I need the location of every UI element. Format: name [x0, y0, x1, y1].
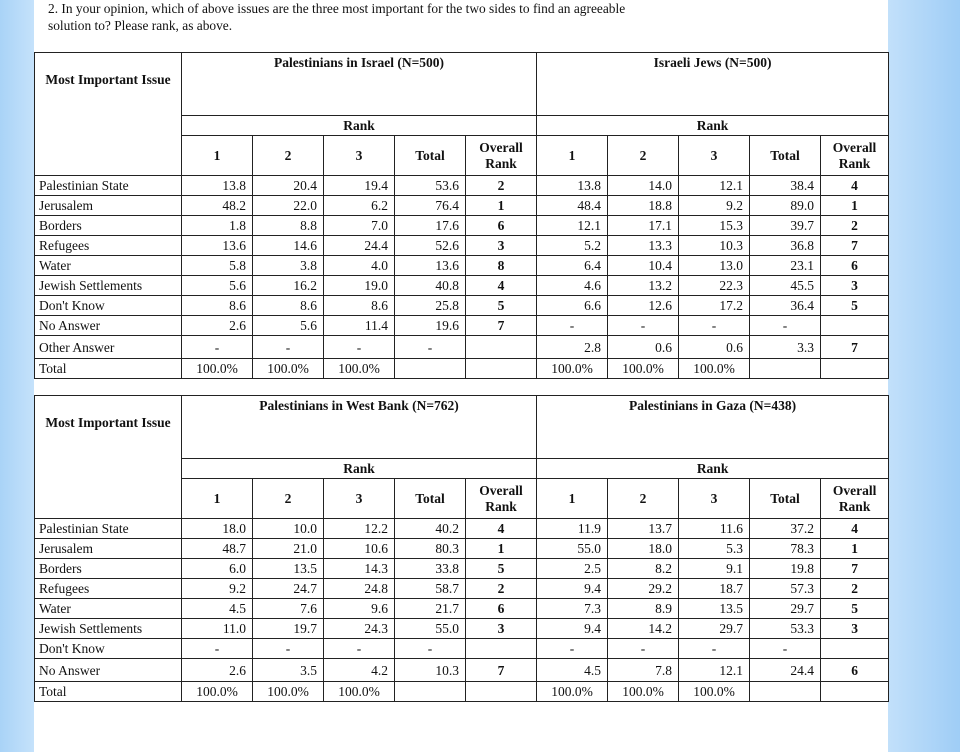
left-rank-2-cell: 100.0% [253, 682, 324, 702]
group-header-left: Palestinians in Israel (N=500) [182, 53, 537, 116]
left-rank-2-cell: 3.5 [253, 659, 324, 682]
right-total-cell: 29.7 [750, 599, 821, 619]
right-total-cell: 78.3 [750, 539, 821, 559]
right-rank-1-cell: 2.5 [537, 559, 608, 579]
left-total-cell: 40.8 [395, 276, 466, 296]
right-overall-rank-cell: 5 [821, 296, 889, 316]
left-rank-1-cell: 1.8 [182, 216, 253, 236]
left-rank-2-cell: 24.7 [253, 579, 324, 599]
right-rank-2-cell: 13.3 [608, 236, 679, 256]
left-rank-3-cell: 24.8 [324, 579, 395, 599]
rank-header-right: Rank [537, 459, 889, 479]
right-rank-3-cell: 29.7 [679, 619, 750, 639]
right-rank-3-cell: 15.3 [679, 216, 750, 236]
left-rank-2-cell: - [253, 639, 324, 659]
table-row [35, 236, 889, 256]
right-total-cell: 53.3 [750, 619, 821, 639]
left-rank-2-cell: 5.6 [253, 316, 324, 336]
left-rank-1-cell: 9.2 [182, 579, 253, 599]
right-overall-rank-cell [821, 682, 889, 702]
table-row [35, 359, 889, 379]
left-overall-rank-cell: 7 [466, 659, 537, 682]
right-overall-rank-cell [821, 359, 889, 379]
table-row [35, 176, 889, 196]
right-rank-2-cell: 13.2 [608, 276, 679, 296]
table-row [35, 682, 889, 702]
right-total-cell: 57.3 [750, 579, 821, 599]
table-row [35, 579, 889, 599]
left-overall-rank-cell: 8 [466, 256, 537, 276]
right-total-cell [750, 682, 821, 702]
left-rank-3-cell: 6.2 [324, 196, 395, 216]
right-rank-1-cell: 9.4 [537, 579, 608, 599]
right-rank-2-cell: 14.0 [608, 176, 679, 196]
col-header-total: Total [395, 136, 466, 176]
row-label: Jerusalem [35, 539, 182, 559]
left-total-cell: 13.6 [395, 256, 466, 276]
right-overall-rank-cell [821, 316, 889, 336]
col-header-rank-1: 1 [537, 479, 608, 519]
survey-table-israel [34, 52, 889, 379]
left-rank-1-cell: 48.7 [182, 539, 253, 559]
right-rank-3-cell: 0.6 [679, 336, 750, 359]
right-rank-1-cell: 13.8 [537, 176, 608, 196]
left-total-cell: 53.6 [395, 176, 466, 196]
table-row [35, 276, 889, 296]
right-rank-3-cell: 100.0% [679, 359, 750, 379]
col-header-rank-2: 2 [608, 136, 679, 176]
row-label: Borders [35, 559, 182, 579]
left-rank-1-cell: 18.0 [182, 519, 253, 539]
table-row [35, 639, 889, 659]
right-rank-2-cell: 13.7 [608, 519, 679, 539]
left-overall-rank-cell: 3 [466, 236, 537, 256]
right-total-cell: 24.4 [750, 659, 821, 682]
left-rank-3-cell: - [324, 336, 395, 359]
table-row [35, 296, 889, 316]
right-rank-2-cell: 29.2 [608, 579, 679, 599]
left-rank-1-cell: 11.0 [182, 619, 253, 639]
left-total-cell: 40.2 [395, 519, 466, 539]
table-row [35, 619, 889, 639]
left-rank-2-cell: - [253, 336, 324, 359]
left-rank-3-cell: 100.0% [324, 359, 395, 379]
left-rank-1-cell: 5.8 [182, 256, 253, 276]
right-rank-3-cell: 11.6 [679, 519, 750, 539]
right-rank-3-cell: - [679, 316, 750, 336]
right-rank-1-cell: 4.6 [537, 276, 608, 296]
left-rank-1-cell: 13.6 [182, 236, 253, 256]
right-rank-1-cell: 5.2 [537, 236, 608, 256]
left-rank-2-cell: 8.8 [253, 216, 324, 236]
group-header-left: Palestinians in West Bank (N=762) [182, 396, 537, 459]
right-total-cell: 45.5 [750, 276, 821, 296]
right-rank-3-cell: 17.2 [679, 296, 750, 316]
right-rank-1-cell: 9.4 [537, 619, 608, 639]
right-overall-rank-cell: 5 [821, 599, 889, 619]
group-header-right: Palestinians in Gaza (N=438) [537, 396, 889, 459]
right-rank-3-cell: 12.1 [679, 176, 750, 196]
col-header-rank-1: 1 [182, 479, 253, 519]
right-rank-3-cell: 22.3 [679, 276, 750, 296]
row-label: No Answer [35, 659, 182, 682]
left-rank-3-cell: 12.2 [324, 519, 395, 539]
right-rank-3-cell: 13.0 [679, 256, 750, 276]
right-overall-rank-cell: 2 [821, 579, 889, 599]
survey-table-territories [34, 395, 889, 702]
col-header-total: Total [750, 479, 821, 519]
right-rank-2-cell: 8.2 [608, 559, 679, 579]
col-header-total: Total [395, 479, 466, 519]
col-header-rank-1: 1 [537, 136, 608, 176]
table-row [35, 196, 889, 216]
left-rank-3-cell: 4.0 [324, 256, 395, 276]
table-row [35, 336, 889, 359]
left-total-cell: 25.8 [395, 296, 466, 316]
group-header-right: Israeli Jews (N=500) [537, 53, 889, 116]
right-rank-1-cell: 48.4 [537, 196, 608, 216]
left-overall-rank-cell [466, 359, 537, 379]
right-overall-rank-cell: 6 [821, 256, 889, 276]
left-rank-3-cell: 9.6 [324, 599, 395, 619]
left-total-cell: 33.8 [395, 559, 466, 579]
right-overall-rank-cell [821, 639, 889, 659]
left-total-cell: 76.4 [395, 196, 466, 216]
right-overall-rank-cell: 3 [821, 619, 889, 639]
most-important-issue-header: Most Important Issue [35, 53, 182, 176]
left-rank-2-cell: 8.6 [253, 296, 324, 316]
right-rank-2-cell: - [608, 639, 679, 659]
right-overall-rank-cell: 3 [821, 276, 889, 296]
right-rank-1-cell: 2.8 [537, 336, 608, 359]
row-label: Refugees [35, 236, 182, 256]
row-label: Refugees [35, 579, 182, 599]
row-label: Don't Know [35, 296, 182, 316]
col-header-overall-rank: Overall Rank [821, 479, 889, 519]
col-header-rank-3: 3 [324, 136, 395, 176]
right-total-cell: - [750, 316, 821, 336]
left-overall-rank-cell [466, 336, 537, 359]
right-rank-1-cell: 6.4 [537, 256, 608, 276]
left-rank-3-cell: - [324, 639, 395, 659]
table-row [35, 559, 889, 579]
left-rank-2-cell: 3.8 [253, 256, 324, 276]
right-rank-2-cell: 12.6 [608, 296, 679, 316]
right-total-cell: 89.0 [750, 196, 821, 216]
left-total-cell: 21.7 [395, 599, 466, 619]
left-rank-1-cell: 8.6 [182, 296, 253, 316]
right-rank-1-cell: 11.9 [537, 519, 608, 539]
left-overall-rank-cell: 3 [466, 619, 537, 639]
left-rank-2-cell: 21.0 [253, 539, 324, 559]
left-rank-2-cell: 14.6 [253, 236, 324, 256]
right-overall-rank-cell: 1 [821, 196, 889, 216]
right-rank-2-cell: 7.8 [608, 659, 679, 682]
left-total-cell: 55.0 [395, 619, 466, 639]
left-rank-3-cell: 100.0% [324, 682, 395, 702]
left-rank-3-cell: 24.3 [324, 619, 395, 639]
right-overall-rank-cell: 4 [821, 519, 889, 539]
right-rank-2-cell: 17.1 [608, 216, 679, 236]
col-header-overall-rank: Overall Rank [821, 136, 889, 176]
right-rank-2-cell: 100.0% [608, 359, 679, 379]
right-total-cell: 39.7 [750, 216, 821, 236]
right-rank-1-cell: 55.0 [537, 539, 608, 559]
left-rank-2-cell: 16.2 [253, 276, 324, 296]
right-rank-2-cell: 18.0 [608, 539, 679, 559]
left-overall-rank-cell: 6 [466, 216, 537, 236]
right-rank-1-cell: - [537, 316, 608, 336]
left-total-cell: 17.6 [395, 216, 466, 236]
right-overall-rank-cell: 1 [821, 539, 889, 559]
row-label: No Answer [35, 316, 182, 336]
left-total-cell: 10.3 [395, 659, 466, 682]
right-rank-1-cell: 6.6 [537, 296, 608, 316]
right-rank-1-cell: 7.3 [537, 599, 608, 619]
col-header-rank-1: 1 [182, 136, 253, 176]
left-rank-3-cell: 24.4 [324, 236, 395, 256]
row-label: Other Answer [35, 336, 182, 359]
left-total-cell: 52.6 [395, 236, 466, 256]
left-rank-1-cell: 5.6 [182, 276, 253, 296]
table-row [35, 599, 889, 619]
right-total-cell: 37.2 [750, 519, 821, 539]
left-overall-rank-cell: 2 [466, 579, 537, 599]
right-rank-3-cell: 18.7 [679, 579, 750, 599]
right-overall-rank-cell: 7 [821, 236, 889, 256]
row-label: Total [35, 359, 182, 379]
right-rank-2-cell: 18.8 [608, 196, 679, 216]
table-row [35, 216, 889, 236]
col-header-rank-2: 2 [253, 479, 324, 519]
left-overall-rank-cell: 5 [466, 559, 537, 579]
right-rank-3-cell: 9.1 [679, 559, 750, 579]
left-rank-2-cell: 100.0% [253, 359, 324, 379]
left-rank-1-cell: - [182, 639, 253, 659]
left-rank-1-cell: 2.6 [182, 659, 253, 682]
col-header-rank-3: 3 [679, 136, 750, 176]
left-overall-rank-cell: 6 [466, 599, 537, 619]
row-label: Don't Know [35, 639, 182, 659]
right-rank-3-cell: 13.5 [679, 599, 750, 619]
left-rank-2-cell: 19.7 [253, 619, 324, 639]
right-overall-rank-cell: 7 [821, 559, 889, 579]
left-rank-1-cell: - [182, 336, 253, 359]
right-rank-3-cell: 12.1 [679, 659, 750, 682]
left-rank-2-cell: 22.0 [253, 196, 324, 216]
right-total-cell: - [750, 639, 821, 659]
right-rank-1-cell: 100.0% [537, 682, 608, 702]
right-total-cell: 36.4 [750, 296, 821, 316]
right-rank-3-cell: - [679, 639, 750, 659]
left-rank-3-cell: 10.6 [324, 539, 395, 559]
question-text [48, 0, 868, 34]
most-important-issue-header: Most Important Issue [35, 396, 182, 519]
row-label: Palestinian State [35, 519, 182, 539]
row-label: Borders [35, 216, 182, 236]
table-row [35, 316, 889, 336]
left-overall-rank-cell [466, 682, 537, 702]
table-row [35, 256, 889, 276]
right-overall-rank-cell: 6 [821, 659, 889, 682]
left-rank-2-cell: 7.6 [253, 599, 324, 619]
right-total-cell [750, 359, 821, 379]
question-line-2: solution to? Please rank, as above. [48, 18, 233, 33]
left-total-cell [395, 682, 466, 702]
rank-header-right: Rank [537, 116, 889, 136]
left-rank-2-cell: 20.4 [253, 176, 324, 196]
right-rank-2-cell: 8.9 [608, 599, 679, 619]
right-rank-3-cell: 100.0% [679, 682, 750, 702]
col-header-rank-2: 2 [608, 479, 679, 519]
right-rank-3-cell: 9.2 [679, 196, 750, 216]
right-total-cell: 36.8 [750, 236, 821, 256]
left-rank-1-cell: 100.0% [182, 682, 253, 702]
left-total-cell: 19.6 [395, 316, 466, 336]
left-overall-rank-cell: 5 [466, 296, 537, 316]
left-total-cell [395, 359, 466, 379]
right-rank-1-cell: 12.1 [537, 216, 608, 236]
right-rank-2-cell: 14.2 [608, 619, 679, 639]
rank-header-left: Rank [182, 459, 537, 479]
left-overall-rank-cell: 2 [466, 176, 537, 196]
right-total-cell: 19.8 [750, 559, 821, 579]
right-total-cell: 38.4 [750, 176, 821, 196]
row-label: Water [35, 256, 182, 276]
col-header-rank-2: 2 [253, 136, 324, 176]
table-row [35, 519, 889, 539]
right-total-cell: 3.3 [750, 336, 821, 359]
left-rank-1-cell: 2.6 [182, 316, 253, 336]
left-rank-2-cell: 13.5 [253, 559, 324, 579]
left-total-cell: 58.7 [395, 579, 466, 599]
right-overall-rank-cell: 7 [821, 336, 889, 359]
left-total-cell: - [395, 639, 466, 659]
right-rank-2-cell: 100.0% [608, 682, 679, 702]
right-rank-1-cell: - [537, 639, 608, 659]
left-rank-3-cell: 19.4 [324, 176, 395, 196]
col-header-rank-3: 3 [324, 479, 395, 519]
right-rank-1-cell: 100.0% [537, 359, 608, 379]
question-line-1: 2. In your opinion, which of above issues are the three most important for the two sides to find an agreeable [48, 1, 626, 16]
left-rank-3-cell: 11.4 [324, 316, 395, 336]
right-rank-1-cell: 4.5 [537, 659, 608, 682]
right-rank-2-cell: - [608, 316, 679, 336]
row-label: Jerusalem [35, 196, 182, 216]
col-header-rank-3: 3 [679, 479, 750, 519]
left-rank-1-cell: 100.0% [182, 359, 253, 379]
col-header-overall-rank: Overall Rank [466, 136, 537, 176]
right-rank-3-cell: 10.3 [679, 236, 750, 256]
table-row [35, 539, 889, 559]
row-label: Jewish Settlements [35, 276, 182, 296]
right-rank-2-cell: 10.4 [608, 256, 679, 276]
left-overall-rank-cell: 1 [466, 539, 537, 559]
left-rank-3-cell: 7.0 [324, 216, 395, 236]
col-header-total: Total [750, 136, 821, 176]
left-overall-rank-cell: 7 [466, 316, 537, 336]
left-rank-1-cell: 4.5 [182, 599, 253, 619]
row-label: Palestinian State [35, 176, 182, 196]
row-label: Jewish Settlements [35, 619, 182, 639]
left-rank-1-cell: 48.2 [182, 196, 253, 216]
right-overall-rank-cell: 2 [821, 216, 889, 236]
left-total-cell: - [395, 336, 466, 359]
right-total-cell: 23.1 [750, 256, 821, 276]
right-overall-rank-cell: 4 [821, 176, 889, 196]
left-overall-rank-cell: 4 [466, 276, 537, 296]
left-overall-rank-cell [466, 639, 537, 659]
left-rank-1-cell: 6.0 [182, 559, 253, 579]
right-rank-2-cell: 0.6 [608, 336, 679, 359]
row-label: Total [35, 682, 182, 702]
left-overall-rank-cell: 4 [466, 519, 537, 539]
rank-header-left: Rank [182, 116, 537, 136]
left-rank-2-cell: 10.0 [253, 519, 324, 539]
left-rank-3-cell: 19.0 [324, 276, 395, 296]
right-rank-3-cell: 5.3 [679, 539, 750, 559]
col-header-overall-rank: Overall Rank [466, 479, 537, 519]
left-rank-3-cell: 4.2 [324, 659, 395, 682]
left-rank-3-cell: 8.6 [324, 296, 395, 316]
table-row [35, 659, 889, 682]
left-overall-rank-cell: 1 [466, 196, 537, 216]
left-rank-1-cell: 13.8 [182, 176, 253, 196]
left-total-cell: 80.3 [395, 539, 466, 559]
row-label: Water [35, 599, 182, 619]
left-rank-3-cell: 14.3 [324, 559, 395, 579]
